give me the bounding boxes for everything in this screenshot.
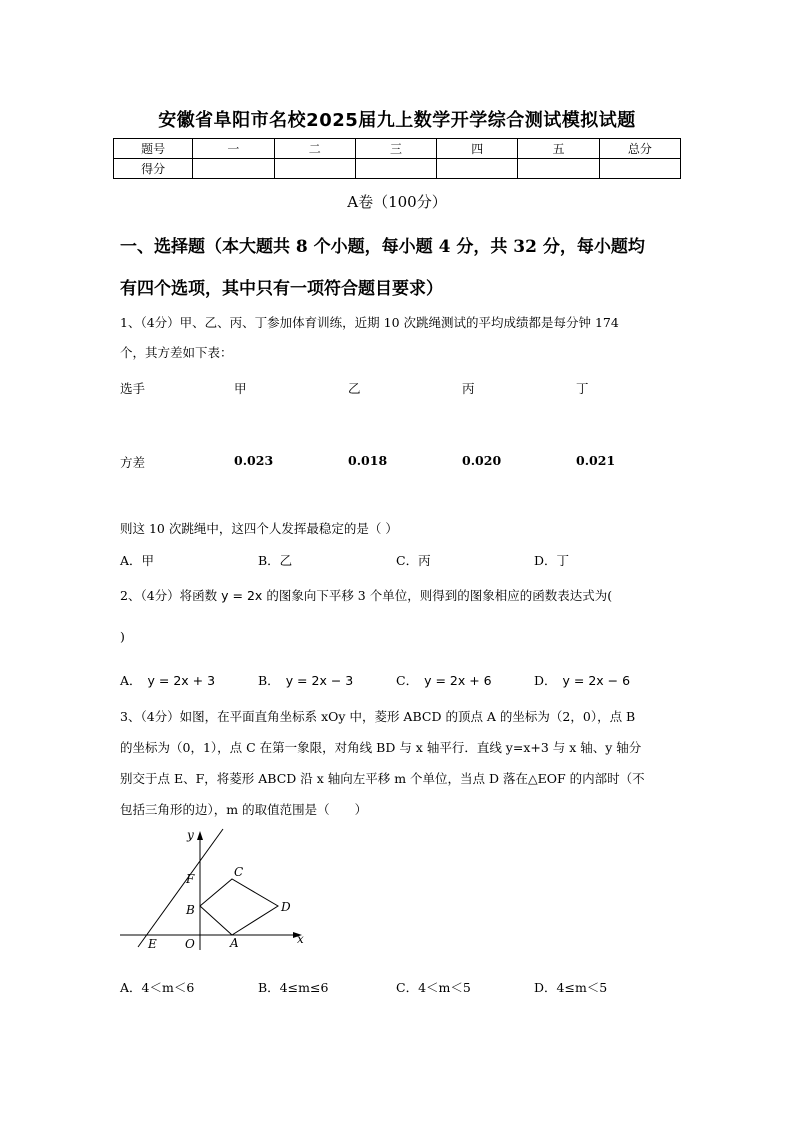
q2-stem-prefix: 2、（4分）将函数 — [120, 588, 218, 603]
q1-variance-yi: 0.018 — [348, 453, 388, 468]
q3-option-d[interactable]: D．4≤m＜5 — [534, 980, 608, 995]
q2-option-a-label: A． — [120, 673, 142, 688]
q3-stem-line1: 3、（4分）如图，在平面直角坐标系 xOy 中，菱形 ABCD 的顶点 A 的坐标为（2，0），点 B — [120, 709, 636, 724]
line-ef — [138, 829, 223, 947]
q2-stem-line1 — [120, 586, 680, 606]
q3-stem-line2: 的坐标为（0，1），点 C 在第一象限，对角线 BD 与 x 轴平行．直线 y=x+3 与 x 轴、y 轴分 — [120, 740, 642, 755]
q1-stem-line2: 个，其方差如下表： — [120, 345, 233, 360]
q3-option-a[interactable]: A．4＜m＜6 — [120, 980, 195, 995]
q1-option-a[interactable]: A．甲 — [120, 553, 155, 568]
q1-option-d[interactable]: D．丁 — [534, 553, 570, 568]
table-cell: 三 — [355, 139, 436, 159]
table-cell: 总分 — [599, 139, 680, 159]
q2-stem-line2: ) — [120, 629, 125, 644]
q3-stem-line3: 别交于点 E、F，将菱形 ABCD 沿 x 轴向左平移 m 个单位，当点 D 落在△EOF 的内部时（不 — [120, 771, 645, 786]
q2-option-c[interactable] — [396, 671, 492, 689]
q1-variance-jia: 0.023 — [234, 453, 274, 468]
q2-option-c-expr: y = 2x + 6 — [424, 673, 492, 688]
q2-stem-suffix: 的图象向下平移 3 个单位，则得到的图象相应的函数表达式为( — [266, 588, 613, 603]
q2-option-a[interactable] — [120, 671, 215, 689]
label-c: C — [234, 865, 244, 879]
label-o: O — [185, 937, 195, 951]
q1-variance-bing: 0.020 — [462, 453, 502, 468]
label-a: A — [230, 936, 239, 950]
label-y: y — [187, 828, 194, 842]
q2-option-b[interactable] — [258, 671, 353, 689]
q2-option-c-label: C． — [396, 673, 419, 688]
q1-stem-line1: 1、（4分）甲、乙、丙、丁参加体育训练，近期 10 次跳绳测试的平均成绩都是每分钟 174 — [120, 315, 619, 330]
paper-label: A卷（100分） — [347, 193, 447, 211]
table-cell: 四 — [437, 139, 518, 159]
label-b: B — [186, 903, 195, 917]
q3-option-c[interactable]: C．4＜m＜5 — [396, 980, 471, 995]
q3-option-b[interactable]: B．4≤m≤6 — [258, 980, 329, 995]
score-input-cell[interactable] — [437, 159, 518, 179]
label-e: E — [148, 937, 157, 951]
score-input-cell[interactable] — [518, 159, 599, 179]
q1-header-bing: 丙 — [462, 381, 475, 396]
table-cell: 题号 — [114, 139, 193, 159]
q1-header-player: 选手 — [120, 381, 146, 396]
rhombus-abcd — [200, 879, 278, 935]
q1-header-yi: 乙 — [348, 381, 361, 396]
q2-option-d[interactable] — [534, 671, 630, 689]
q1-variance-ding: 0.021 — [576, 453, 616, 468]
score-table — [113, 138, 681, 179]
table-cell: 一 — [193, 139, 274, 159]
score-input-cell[interactable] — [193, 159, 274, 179]
q1-question: 则这 10 次跳绳中，这四个人发挥最稳定的是（ ） — [120, 521, 398, 536]
q2-option-b-expr: y = 2x − 3 — [285, 673, 354, 688]
q1-header-ding: 丁 — [576, 381, 589, 396]
q2-option-d-label: D． — [534, 673, 557, 688]
table-cell: 得分 — [114, 159, 193, 179]
q2-option-a-expr: y = 2x + 3 — [147, 673, 216, 688]
score-table-score-row — [114, 159, 681, 179]
score-input-cell[interactable] — [274, 159, 355, 179]
score-input-cell[interactable] — [599, 159, 680, 179]
table-cell: 五 — [518, 139, 599, 159]
section-heading-line2: 有四个选项，其中只有一项符合题目要求） — [120, 279, 443, 299]
q1-header-jia: 甲 — [234, 381, 247, 396]
label-x: x — [297, 932, 304, 946]
q1-option-b[interactable]: B．乙 — [258, 553, 293, 568]
label-d: D — [281, 900, 291, 914]
q3-stem-line4: 包括三角形的边），m 的取值范围是（ ） — [120, 802, 368, 817]
q2-stem-function: y = 2x — [221, 588, 263, 603]
y-axis-arrow-icon — [197, 831, 203, 840]
q3-figure — [110, 825, 320, 955]
score-input-cell[interactable] — [355, 159, 436, 179]
q1-option-c[interactable]: C．丙 — [396, 553, 431, 568]
table-cell: 二 — [274, 139, 355, 159]
q2-option-d-expr: y = 2x − 6 — [562, 673, 631, 688]
section-heading-line1: 一、选择题（本大题共 8 个小题，每小题 4 分，共 32 分，每小题均 — [120, 237, 645, 257]
q2-option-b-label: B． — [258, 673, 280, 688]
label-f: F — [186, 872, 195, 886]
q1-variance-label: 方差 — [120, 455, 146, 470]
page-title: 安徽省阜阳市名校2025届九上数学开学综合测试模拟试题 — [158, 110, 636, 131]
score-table-header-row — [114, 139, 681, 159]
